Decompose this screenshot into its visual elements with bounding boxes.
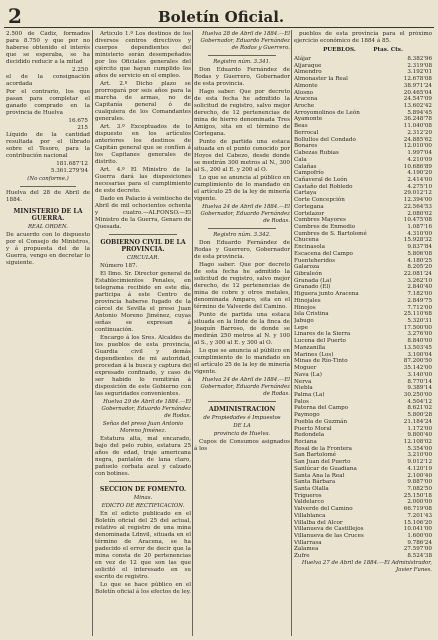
section-title: SECCION DE FOMENTO.: [99, 486, 187, 493]
pueblo-amount: 66.719'08: [403, 506, 432, 513]
table-row: [294, 325, 432, 332]
subheading: Señas del preso Juan Antonio Moreno Jiménez.: [102, 421, 184, 434]
table-row: [294, 358, 432, 365]
table-row: [294, 103, 432, 110]
pueblo-name: Puerto Moral: [294, 425, 332, 432]
pueblo-amount: 15.106'20: [403, 519, 432, 526]
body-paragraph: En el edicto publicado en el Boletín oficial del 25 del actual, relativo al registro de una mina denominada Ldnvil, situada en el término de Aracena, se ha padecido el error de decir que la mina consta de 20 pertenencias en vez de 12 que son las que solicitó el interesado en su escrito de registro.: [95, 511, 191, 580]
pueblo-amount: 25.110'68: [403, 311, 432, 318]
table-row: [294, 318, 432, 325]
pueblo-amount: 7.082'50: [407, 486, 432, 492]
body-paragraph: Cupos de Consumos asignados á los: [194, 439, 290, 452]
pueblo-name: Paymogo: [294, 412, 320, 419]
pueblo-amount: 38.971'24: [403, 82, 432, 89]
pueblo-amount: 24.547'09: [403, 96, 432, 103]
section-subtitle: CIRCULAR.: [126, 255, 160, 261]
pueblo-name: Hinojos: [294, 304, 316, 311]
pueblo-amount: 8.770'14: [407, 378, 432, 385]
pueblo-amount: 1.997'04: [407, 150, 432, 157]
section-subtitle: REAL ORDEN.: [27, 224, 68, 230]
pueblo-name: Lepe: [294, 324, 308, 331]
pueblo-name: Isla Cristina: [294, 311, 329, 318]
page-number: 2: [8, 4, 22, 28]
pueblo-amount: 10.041'00: [403, 526, 432, 533]
section-subtitle: Minas.: [133, 495, 153, 501]
registry-title: Registro núm. 3.341.: [213, 59, 271, 65]
pueblo-name: Chucena: [294, 237, 319, 244]
pueblo-amount: 10.475'08: [403, 217, 432, 224]
pueblo-name: Aracena: [294, 96, 318, 103]
table-row: [294, 486, 432, 493]
pueblo-amount: 1.600'00: [407, 533, 432, 540]
table-row: [294, 264, 432, 271]
separator: [208, 228, 276, 229]
pueblo-amount: 4.190'20: [407, 170, 432, 177]
pueblo-amount: 4.180'25: [407, 257, 432, 264]
pueblo-amount: 2.849'75: [407, 297, 432, 304]
pueblo-amount: 87.200'50: [403, 358, 432, 365]
pueblo-name: Bonares: [294, 143, 318, 150]
pueblo-amount: 36.248'78: [403, 116, 432, 123]
pueblo-amount: 3.100'04: [407, 351, 432, 358]
pueblo-amount: 5.806'08: [407, 250, 432, 257]
table-row: [294, 197, 432, 204]
pueblo-amount: 2.312'20: [407, 129, 432, 136]
pueblo-amount: 4.504'12: [407, 398, 432, 405]
table-row: [294, 419, 432, 426]
pueblo-name: Ayamonte: [294, 116, 323, 123]
pueblo-name: Hinojales: [294, 297, 321, 304]
table-row: [294, 237, 432, 244]
column-2: [95, 31, 191, 635]
pueblo-amount: 35.142'00: [403, 365, 432, 372]
column-1: [6, 31, 90, 635]
table-row: [294, 365, 432, 372]
column-3: [194, 31, 290, 635]
table-row: [294, 157, 432, 164]
body-paragraph: Art. 4.º El Ministro de la Guerra dará las disposiciones necesarias para el cumplimiento de este decreto.: [95, 167, 191, 194]
section-subtitle: EDICTO DE RECTIFICACION.: [101, 503, 185, 509]
table-row: [294, 372, 432, 379]
pueblo-name: Zufre: [294, 553, 310, 560]
amount: 16.675: [68, 118, 88, 124]
consumos-table: [294, 56, 432, 560]
pueblo-name: Villarrasa: [294, 539, 322, 546]
pueblo-amount: 5.800'28: [407, 412, 432, 419]
pueblo-amount: 1.087'16: [407, 223, 432, 230]
pueblo-amount: 27.597'00: [403, 546, 432, 553]
pueblo-amount: 9.800'40: [407, 432, 432, 439]
section-title: GOBIERNO CIVIL DE LA PROVINCIA.: [100, 239, 186, 253]
pueblo-name: Galaroza: [294, 264, 320, 271]
table-row: [294, 83, 432, 90]
pueblo-name: Villablanca: [294, 512, 326, 519]
table-row: [294, 331, 432, 338]
pueblo-amount: 2.100'40: [407, 472, 432, 479]
pueblo-amount: 9.837'84: [407, 244, 432, 251]
pueblo-name: Zalamea: [294, 546, 319, 553]
table-row: [294, 258, 432, 265]
pueblo-name: Paterna del Campo: [294, 405, 349, 412]
pueblo-name: Redondela: [294, 432, 325, 439]
pueblo-name: Nerva: [294, 378, 312, 385]
amount: 215: [77, 125, 88, 131]
pueblo-name: Campofrío: [294, 170, 324, 177]
pueblo-name: Niebla: [294, 385, 313, 392]
body-paragraph: Art. 3.º Exceptuados de lo dispuesto en los artículos anteriores los destinos de Capitán general que se confíen á los Capitanes generales de distrito.: [95, 124, 191, 165]
pueblo-name: Rociana: [294, 438, 317, 445]
pueblo-amount: 7.182'00: [407, 291, 432, 298]
table-header-amount: Ptas. Cts.: [373, 47, 403, 53]
body-paragraph: Líquido de la cantidad resultada por el líbrado sobre el Tesoro, para la contribución nacional: [6, 132, 90, 159]
body-paragraph: Punto de partida una estaca situada en la linde de la finca de Joaquín Barroso, de donde se medirán 250 metros al N. y 100 al S., y 300 al E. y 300 al O.: [194, 312, 290, 346]
table-row: [294, 184, 432, 191]
column-divider: [92, 30, 93, 636]
pueblo-amount: 24.885'62: [403, 136, 432, 143]
pueblo-amount: 2.414'00: [407, 176, 432, 183]
pueblo-name: Jabugo: [294, 318, 314, 325]
table-row: [294, 231, 432, 238]
table-row: [294, 90, 432, 97]
table-row: [294, 479, 432, 486]
pueblo-amount: 9.389'14: [407, 385, 432, 392]
section-title: MINISTERIO DE LA GUERRA.: [13, 208, 83, 222]
table-row: [294, 345, 432, 352]
body-paragraph: Número 187.: [100, 263, 138, 269]
section-subtitle: DE LA: [233, 423, 251, 429]
table-row: [294, 520, 432, 527]
table-row: [294, 298, 432, 305]
pueblo-name: Puebla de Guzmán: [294, 418, 348, 425]
signature: Huelva 28 de Abril de 1884.—El Gobernador, Eduardo Fernández de Rodas y Guerrero.: [200, 31, 290, 51]
pueblo-amount: 8.524'38: [407, 553, 432, 560]
pueblo-name: Cañaveral de León: [294, 176, 348, 183]
body-paragraph: Estatura alta, mal encarado, bajo del pelo rubio, estatura 25 años de edad, traje americana negra, pantalón de lana claro, pañuelo corbata azul y calzado con botines.: [95, 436, 191, 477]
table-row: [294, 311, 432, 318]
body-paragraph: Dado en Palacio á veintiocho de Abril de mil ochocientos ochenta y cuatro.—ALFONSO.—El Ministro de la Guerra, Genaro de Quesada.: [95, 196, 191, 230]
body-paragraph: Don Eduardo Fernández de Rodas y Guerrero, Gobernador de esta provincia.: [194, 67, 290, 87]
registry-title: Registro núm. 3.342.: [213, 232, 271, 238]
pueblo-name: Cumbres Mayores: [294, 217, 346, 224]
table-row: [294, 553, 432, 560]
separator: [208, 55, 276, 56]
table-row: [294, 392, 432, 399]
table-row: [294, 130, 432, 137]
table-row: [294, 137, 432, 144]
pueblo-amount: 3.262'10: [407, 277, 432, 284]
table-row: [294, 116, 432, 123]
separator: [109, 481, 177, 482]
pueblo-amount: 8.621'02: [407, 405, 432, 412]
body-paragraph: Don Eduardo Fernández de Rodas y Guerrero, Gobernador de esta provincia.: [194, 240, 290, 260]
table-row: [294, 540, 432, 547]
table-row: [294, 284, 432, 291]
pueblo-name: Bollullos del Condado: [294, 136, 356, 143]
pueblo-name: Palma (La): [294, 391, 325, 398]
body-paragraph: Lo que se anuncia al público en cumplimiento de lo mandado en el artículo 25 de la ley de minería vigente.: [194, 175, 290, 202]
pueblo-name: Lucena del Puerto: [294, 338, 346, 345]
pueblo-name: Almonte: [294, 82, 318, 89]
body-paragraph: Por el contrario, los que pasan para completar el ganado comprado en la provincia de Huelva: [6, 89, 90, 116]
separator: [208, 401, 276, 402]
pueblo-amount: 4.210'09: [407, 156, 432, 163]
pueblo-amount: 8.205'20: [407, 264, 432, 271]
table-row: [294, 76, 432, 83]
pueblo-amount: 9.012'12: [407, 459, 432, 466]
signature: Huelva 27 de Abril de 1884.—El Administrador, Javier Funes.: [301, 559, 432, 573]
pueblo-amount: 10.686'89: [403, 163, 432, 170]
amount-total: 181.687'12: [56, 161, 88, 167]
pueblo-name: Cortelazor: [294, 210, 324, 217]
table-row: [294, 459, 432, 466]
section-subtitle: provincia de Huelva.: [213, 431, 271, 437]
pueblo-amount: 15.928'32: [403, 237, 432, 244]
pueblo-name: Gibraleón: [294, 271, 322, 277]
pueblo-amount: 4.120'19: [407, 465, 432, 472]
table-row: [294, 211, 432, 218]
pueblo-amount: 5.894'45: [407, 109, 432, 116]
pueblo-amount: 5.354'00: [407, 445, 432, 452]
pueblo-amount: 4.275'10: [407, 183, 432, 190]
pueblo-name: Fuenteheridos: [294, 257, 336, 264]
table-row: [294, 177, 432, 184]
amount-total: 5.361.279'94: [50, 168, 88, 174]
body-paragraph: 2.500 de Cádiz, formados para 8.750 y que por no haberse obtenido el interés que se esperaba, se ha decidido reducir a la mitad: [6, 31, 90, 65]
separator: [20, 186, 76, 187]
pueblo-name: Granado (El): [294, 284, 331, 291]
table-row: [294, 338, 432, 345]
pueblo-amount: 13.602'42: [403, 103, 432, 110]
table-row: [294, 123, 432, 130]
pueblo-name: Corte Concepción: [294, 197, 345, 204]
pueblo-amount: 12.108'02: [403, 438, 432, 445]
pueblo-name: Almonaster la Real: [294, 76, 348, 83]
table-row: [294, 305, 432, 312]
pueblo-name: Minas de Río-Tinto: [294, 358, 348, 365]
pueblo-amount: 2.000'00: [407, 499, 432, 506]
pueblo-name: Cabezas Rubias: [294, 150, 339, 157]
pueblo-name: Rosal de la Frontera: [294, 445, 353, 452]
pueblo-amount: 3.210'00: [407, 452, 432, 459]
signature: Huelva 24 de Abril de 1884.—El Gobernador, Eduardo Fernández de Rodas.: [200, 204, 290, 224]
pueblo-name: San Juan del Puerto: [294, 459, 351, 466]
pueblo-name: Berrocal: [294, 129, 319, 136]
separator: [109, 234, 177, 235]
table-row: [294, 204, 432, 211]
pueblo-name: Valverde del Camino: [294, 506, 353, 513]
pueblo-amount: 2.080'02: [407, 210, 432, 217]
body-paragraph: Lo que se anuncia al público en cumplimiento de lo mandado en el artículo 25 de la ley de minería vigente.: [194, 348, 290, 375]
signature: Huelva 29 de Abril de 1884.—El Gobernador, Eduardo Fernández de Rodas.: [101, 399, 191, 419]
pueblo-name: Alájar: [294, 56, 311, 62]
table-row: [294, 385, 432, 392]
column-4: [294, 31, 432, 635]
pueblo-amount: 30.250'00: [403, 391, 432, 398]
pueblo-amount: 2.840'40: [407, 284, 432, 291]
pueblo-amount: 3.192'01: [407, 69, 432, 76]
pueblo-name: Cala: [294, 156, 307, 163]
pueblo-amount: 13.503'45: [403, 344, 432, 351]
pueblo-amount: 7.712'00: [407, 304, 432, 311]
pueblo-name: Cumbres de S. Bartolomé: [294, 230, 367, 237]
table-row: [294, 251, 432, 258]
table-row: [294, 412, 432, 419]
pueblo-name: Santa Bárbara: [294, 479, 336, 486]
pueblo-amount: 11.040'08: [403, 123, 432, 130]
table-row: [294, 150, 432, 157]
pueblo-name: Cartaya: [294, 190, 317, 197]
pueblo-name: Villalba del Alcor: [294, 519, 343, 526]
table-row: [294, 452, 432, 459]
table-row: [294, 526, 432, 533]
pueblo-name: Santa Olalla: [294, 486, 329, 492]
table-row: [294, 426, 432, 433]
table-row: [294, 533, 432, 540]
pueblo-name: Moguer: [294, 365, 317, 372]
body-paragraph: Encargo á los Sres. Alcaldes de los pueblos de esta provincia, Guardia civil y demás dependientes de mi autoridad, procedan á la busca y captura del expresado confinado, y caso de ser habido lo remitirán á disposición de este Gobierno con las seguridades convenientes.: [95, 335, 191, 397]
pueblo-amount: 21.184'24: [403, 418, 432, 425]
table-row: [294, 513, 432, 520]
pueblo-name: Arroyomolinos de León: [294, 109, 360, 116]
table-row: [294, 493, 432, 500]
pueblo-amount: 29.012'12: [403, 190, 432, 197]
table-row: [294, 506, 432, 513]
body-paragraph: Art. 2.º Dicho plazo se prorrogará por seis años para la marcha de armas, no de Capitanía general ó de cualquiera de los Comandantes generales.: [95, 81, 191, 122]
table-row: [294, 432, 432, 439]
table-row: [294, 379, 432, 386]
consumos-table-body: [294, 56, 432, 560]
pueblo-amount: 2.319'08: [407, 62, 432, 69]
pueblo-name: Sanlúcar de Guadiana: [294, 465, 357, 472]
pueblo-name: Manzanilla: [294, 344, 326, 351]
pueblo-amount: 4.310'00: [407, 230, 432, 237]
body-paragraph: Hago saber: Que por decreto de esta fecha he admitido la solicitud de registro, salvo mejor derecho, de 12 pertenencias de mina de hierro denominada Tres Amigos, sita en el término de Cortegana.: [194, 89, 290, 137]
pueblo-name: Linares de la Sierra: [294, 331, 351, 338]
pueblo-amount: 12.010'00: [403, 143, 432, 150]
table-header: [294, 47, 432, 54]
pueblo-name: Encinasola: [294, 244, 325, 251]
pueblo-name: Castaño del Robledo: [294, 183, 353, 190]
body-paragraph: Artículo 1.º Los destinos de los diversos centros directivos y cuerpos dependientes del ministerio serán desempeñados por los Oficiales generales del ejército que hayan cumplido los años de servicio en el empleo.: [95, 31, 191, 79]
pueblo-name: Cortegana: [294, 203, 324, 210]
body-paragraph: el de la consignación acordada: [6, 74, 90, 87]
pueblo-amount: 25.150'18: [403, 492, 432, 499]
pueblo-amount: 12.678'08: [403, 76, 432, 83]
dateline: Huelva del 28 de Abril de 1884.: [6, 190, 90, 203]
pueblo-name: Higuera junto Aracena: [294, 291, 359, 298]
body-paragraph: Lo que se hace público en el Boletín oficial á los efectos de ley.: [95, 582, 191, 595]
pueblo-name: Beas: [294, 123, 308, 130]
pueblo-name: Valdelarco: [294, 499, 324, 506]
note: (No conforme.): [27, 176, 69, 182]
pueblo-name: Santa Ana la Real: [294, 472, 345, 479]
pueblo-name: Marines (Los): [294, 351, 334, 358]
table-row: [294, 69, 432, 76]
pueblo-name: Escacena del Campo: [294, 250, 353, 257]
pueblo-amount: 8.382'96: [407, 56, 432, 62]
page-header: [0, 0, 438, 30]
pueblo-name: San Bartolomé: [294, 452, 337, 459]
pueblo-name: Almendro: [294, 69, 322, 76]
table-header-pueblos: PUEBLOS.: [323, 47, 356, 53]
table-row: [294, 291, 432, 298]
pueblo-name: Villanueva de Castillejos: [294, 526, 364, 533]
table-row: [294, 499, 432, 506]
pueblo-amount: 3.140'00: [407, 371, 432, 378]
table-row: [294, 56, 432, 63]
amount: 2.250: [71, 67, 88, 73]
pueblo-amount: 9.786'24: [407, 539, 432, 546]
body-paragraph: Hago saber: Que por decreto de esta fecha he admitido la solicitud de registro, salvo mejor derecho, de 12 pertenencias de mina de cobre y otros metales, denominada Amparo, sita en el término de Valverde del Camino.: [194, 262, 290, 310]
table-row: [294, 217, 432, 224]
section-subtitle: de Propiedades é Impuestos: [203, 415, 281, 421]
pueblo-amount: 9.887'00: [407, 479, 432, 486]
pueblo-name: Palos: [294, 398, 309, 405]
pueblo-name: Cumbres de Enmedio: [294, 223, 356, 230]
pueblo-amount: 22.081'24: [403, 271, 432, 277]
pueblo-amount: 3.276'00: [407, 331, 432, 338]
body-paragraph: El Ilmo. Sr. Director general de Establecimientos Penales, en telegrama recibido en este día, participa á este Centro de provincia haberse fugado de la cárcel de Sevilla el preso Juan Antonio Moreno Jiménez, cuyas señas se expresan á continuación.: [95, 271, 191, 333]
table-row: [294, 399, 432, 406]
pueblo-amount: 5.320'31: [407, 318, 432, 325]
pueblo-amount: 20.465'04: [403, 89, 432, 96]
body-paragraph: Punto de partida una estaca situada en el punto conocido por Hoyos del Cabezo, desde donde se medirán 300 metros al N., 300 al S., 200 al E. y 200 al O.: [194, 139, 290, 173]
pueblo-amount: 12.394'00: [403, 197, 432, 204]
pueblo-amount: 7.201'43: [407, 512, 432, 519]
table-row: [294, 466, 432, 473]
pueblo-name: Nava (La): [294, 371, 322, 378]
table-row: [294, 170, 432, 177]
table-row: [294, 110, 432, 117]
table-row: [294, 439, 432, 446]
pueblo-name: Villanueva de las Cruces: [294, 533, 364, 540]
pueblo-amount: 17.500'00: [403, 324, 432, 331]
table-row: [294, 143, 432, 150]
table-row: [294, 405, 432, 412]
pueblo-amount: 8.840'00: [407, 338, 432, 345]
table-row: [294, 224, 432, 231]
table-row: [294, 244, 432, 251]
pueblo-name: Alosno: [294, 89, 314, 96]
pueblo-name: Aroche: [294, 103, 315, 110]
pueblo-amount: 1.172'00: [407, 425, 432, 432]
publication-title: Boletín Oficial.: [158, 8, 285, 26]
body-paragraph: pueblos de esta provincia para el próximo ejercicio económico de 1884 á 85.: [294, 31, 432, 44]
pueblo-name: Calañas: [294, 163, 317, 170]
body-paragraph: De acuerdo con lo dispuesto por el Consejo de Ministros, y á propuesta del de la Guerra, vengo en decretar lo siguiente.: [6, 232, 90, 266]
section-title: ADMINISTRACION: [208, 406, 276, 413]
table-row: [294, 271, 432, 278]
pueblo-name: Granada (La): [294, 277, 332, 284]
table-row: [294, 63, 432, 70]
signature: Huelva 24 de Abril de 1884.—El Gobernador, Eduardo Fernández de Rodas.: [200, 377, 290, 397]
column-divider: [291, 30, 292, 636]
header-rule: [4, 27, 434, 28]
table-row: [294, 546, 432, 553]
table-row: [294, 96, 432, 103]
pueblo-amount: 22.564'53: [403, 203, 432, 210]
pueblo-name: Trigueros: [294, 492, 322, 499]
column-divider: [192, 30, 193, 636]
pueblo-name: Aljaraque: [294, 62, 322, 69]
